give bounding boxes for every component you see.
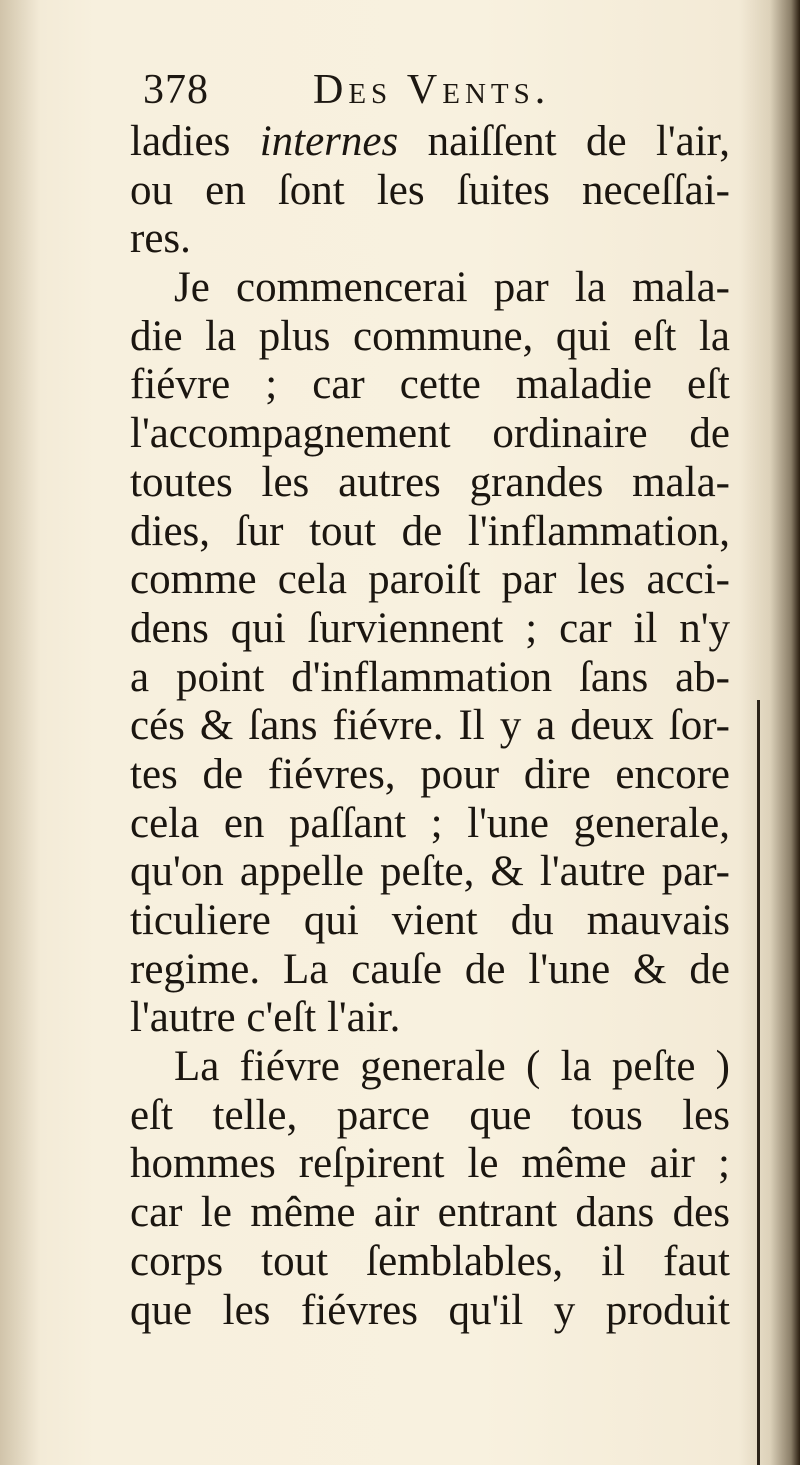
running-head: Des Vents. xyxy=(313,67,551,113)
text-line: ou en ſont les ſuites neceſſai- xyxy=(130,166,730,214)
page-header xyxy=(143,66,663,126)
text-line xyxy=(130,118,730,167)
text-line: dens qui ſurviennent ; car il n'y xyxy=(130,604,730,652)
text-line: tes de fiévres, pour dire encore xyxy=(130,750,730,798)
page-number: 378 xyxy=(143,67,209,113)
text-line: car le même air entrant dans des xyxy=(130,1189,730,1237)
text-line: die la plus commune, qui eſt la xyxy=(130,312,730,360)
page-edge-shadow xyxy=(0,0,40,1465)
text-fragment: ladies xyxy=(130,118,231,165)
text-line: hommes reſpirent le même air ; xyxy=(130,1140,730,1188)
text-line: corps tout ſemblables, il faut xyxy=(130,1237,730,1285)
text-line: regime. La cauſe de l'une & de xyxy=(130,945,730,993)
text-line: que les fiévres qu'il y produit xyxy=(130,1286,730,1334)
text-line: dies, ſur tout de l'inflammation, xyxy=(130,507,730,555)
text-line: comme cela paroiſt par les acci- xyxy=(130,556,730,604)
text-line: eſt telle, parce que tous les xyxy=(130,1091,730,1139)
text-line: res. xyxy=(130,215,191,263)
text-line: l'autre c'eſt l'air. xyxy=(130,994,401,1042)
text-line: cela en paſſant ; l'une generale, xyxy=(130,799,730,847)
body-text xyxy=(130,118,730,1335)
text-line: qu'on appelle peſte, & l'autre par- xyxy=(130,848,730,896)
text-line: La fiévre generale ( la peſte ) xyxy=(174,1043,730,1091)
text-line: a point d'inflammation ſans ab- xyxy=(130,653,730,701)
text-line: ticuliere qui vient du mauvais xyxy=(130,897,730,944)
text-line: cés & ſans fiévre. Il y a deux ſor- xyxy=(130,702,730,750)
text-line: toutes les autres grandes mala- xyxy=(130,458,730,506)
text-line: Je commencerai par la mala- xyxy=(174,264,730,312)
text-fragment: naiſſent de l'air, xyxy=(427,118,731,165)
binding-gutter xyxy=(740,0,800,1465)
italic-word: internes xyxy=(259,118,399,165)
text-line: fiévre ; car cette maladie eſt xyxy=(130,361,730,409)
text-line: l'accompagnement ordinaire de xyxy=(130,410,730,458)
adjacent-page-edge xyxy=(757,700,760,1465)
